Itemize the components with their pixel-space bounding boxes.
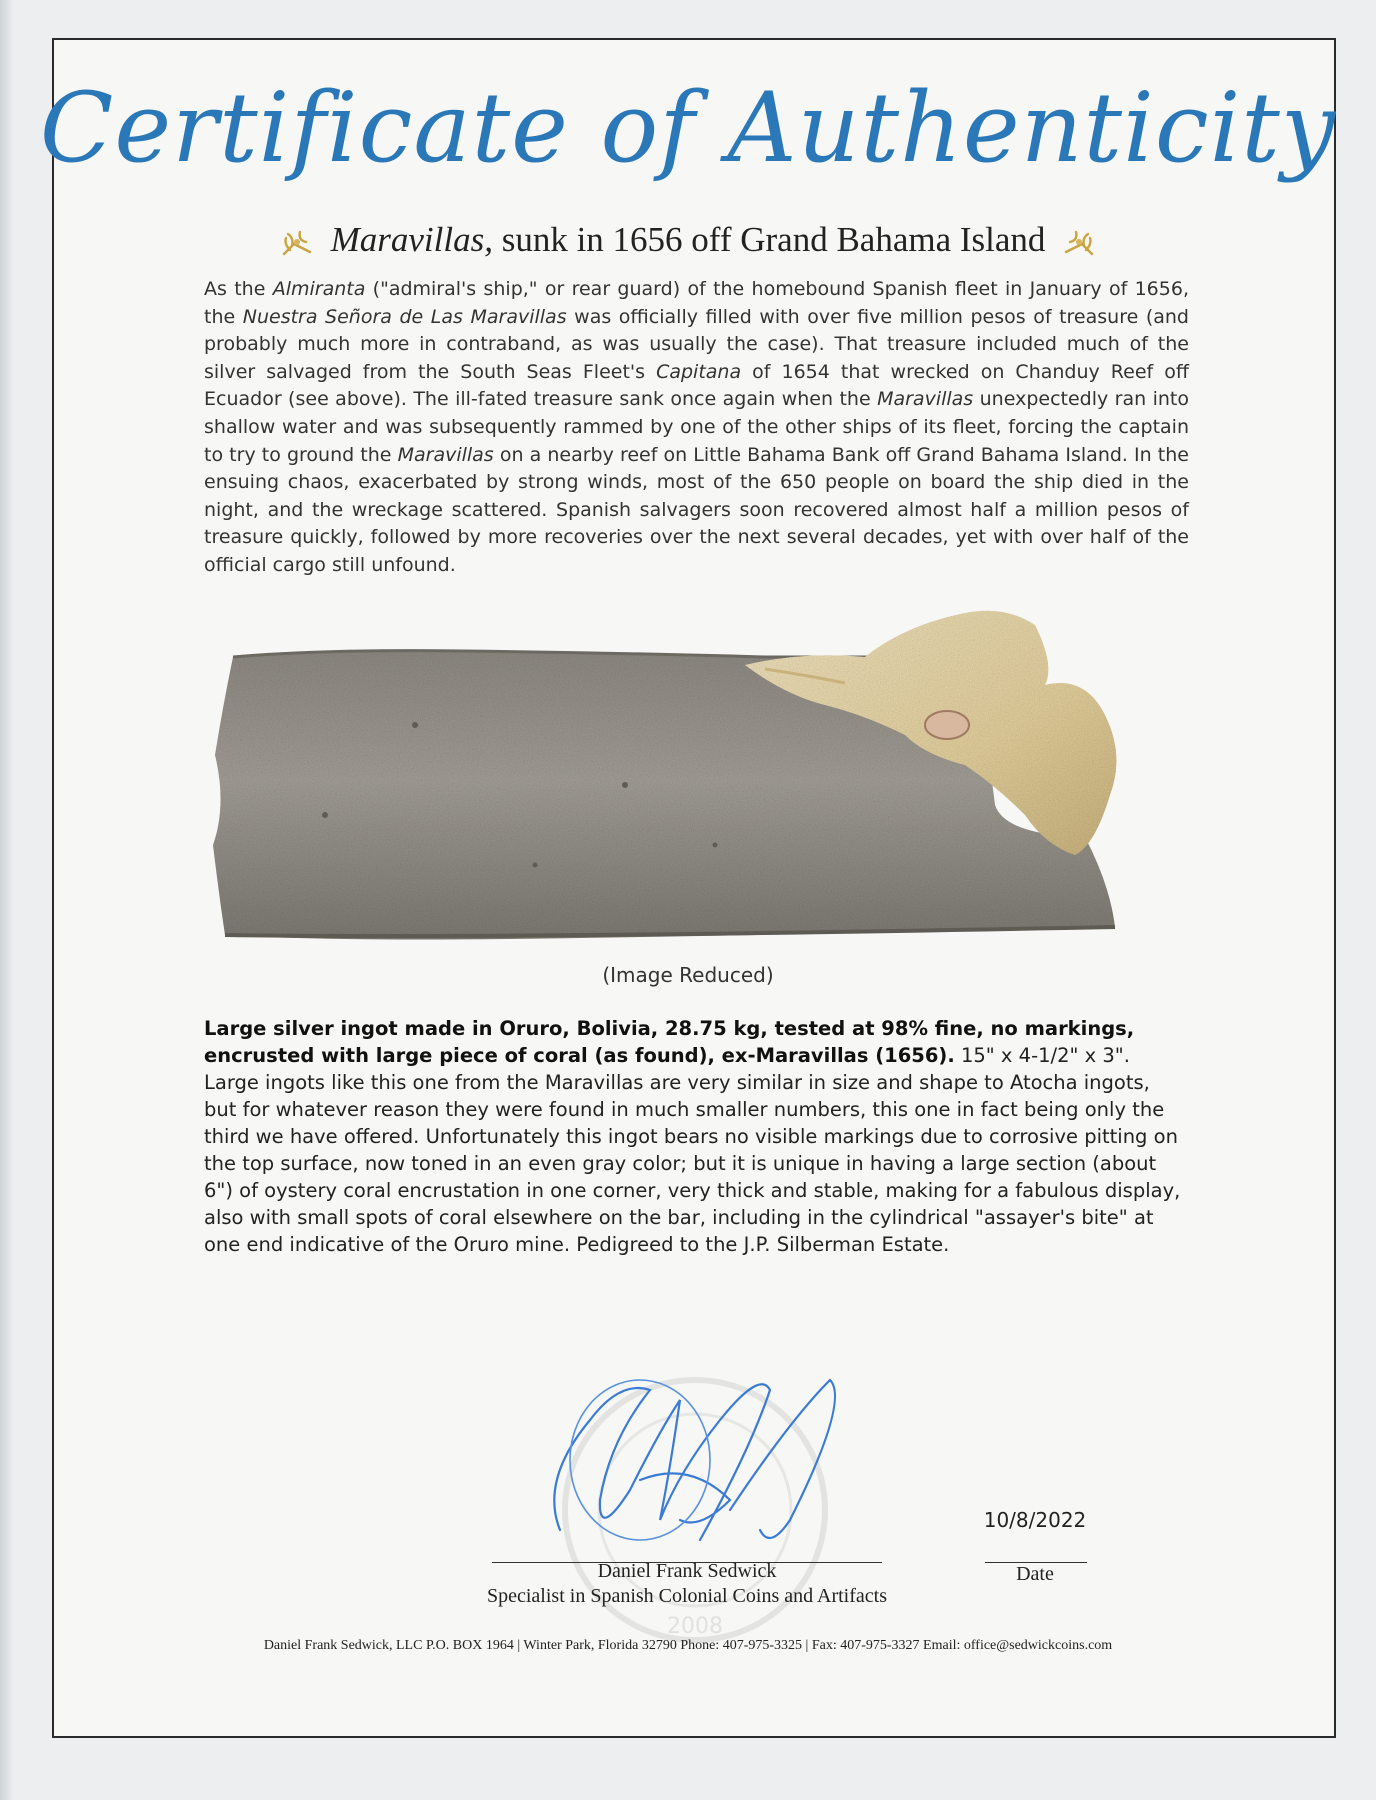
- signature-image: [530, 1360, 860, 1560]
- certificate-subtitle: [0, 222, 1376, 258]
- signer-name: Daniel Frank Sedwick: [597, 1560, 777, 1582]
- fleur-ornament-icon: [1062, 228, 1096, 258]
- subtitle-text: sunk in 1656 off Grand Bahama Island: [501, 220, 1046, 259]
- company-footer: Daniel Frank Sedwick, LLC P.O. BOX 1964 | Winter Park, Florida 32790 Phone: 407-975-3325 | Fax: 407-975-3327 Email: office@sedwickcoins.com: [263, 1638, 1113, 1653]
- signer-title: Specialist in Spanish Colonial Coins and Artifacts: [487, 1585, 887, 1607]
- item-description: [204, 1015, 1184, 1258]
- image-caption: (Image Reduced): [602, 963, 774, 987]
- date-value: 10/8/2022: [983, 1508, 1087, 1532]
- certificate-title: Certificate of Authenticity: [39, 72, 1337, 184]
- scan-edge: [0, 0, 14, 1800]
- ship-name: Maravillas,: [330, 220, 493, 259]
- seal-year: 2008: [667, 1614, 723, 1639]
- item-details: 15" x 4-1/2" x 3". Large ingots like this one from the Maravillas are very similar in size and shape to Atocha ingots, but for whatever reason they were found in much smaller numbers, this one in fact being only the third we have offered. Unfortunately this ingot bears no visible markings due to corrosive pitting on the top surface, now toned in an even gray color; but it is unique in having a large section (about 6") of oystery coral encrustation in one corner, very thick and stable, making for a fabulous display, also with small spots of coral elsewhere on the bar, including in the cylindrical "assayer's bite" at one end indicative of the Oruro mine. Pedigreed to the J.P. Silberman Estate.: [204, 1044, 1181, 1256]
- history-paragraph: As the Almiranta ("admiral's ship," or rear guard) of the homebound Spanish fleet in January of 1656, the Nuestra Señora de Las Maravillas was officially filled with over five million pesos of treasure (and probably much more in contraband, as was usually the case). That treasure included much of the silver salvaged from the South Seas Fleet's Capitana of 1654 that wrecked on Chanduy Reef off Ecuador (see above). The ill-fated treasure sank once again when the Maravillas unexpectedly ran into shallow water and was subsequently rammed by one of the other ships of its fleet, forcing the captain to try to ground the Maravillas on a nearby reef on Little Bahama Bank off Grand Bahama Island. In the ensuing chaos, exacerbated by strong winds, most of the 650 people on board the ship died in the night, and the wreckage scattered. Spanish salvagers soon recovered almost half a million pesos of treasure quickly, followed by more recoveries over the next several decades, yet with over half of the official cargo still unfound.: [204, 278, 1189, 576]
- item-title: Large silver ingot made in Oruro, Bolivia, 28.75 kg, tested at 98% fine, no markings, encrusted with large piece of coral (as found), ex-Maravillas (1656).: [204, 1017, 1135, 1067]
- fleur-ornament-icon: [280, 228, 314, 258]
- ingot-photo: [205, 605, 1190, 950]
- date-label: Date: [1016, 1563, 1054, 1585]
